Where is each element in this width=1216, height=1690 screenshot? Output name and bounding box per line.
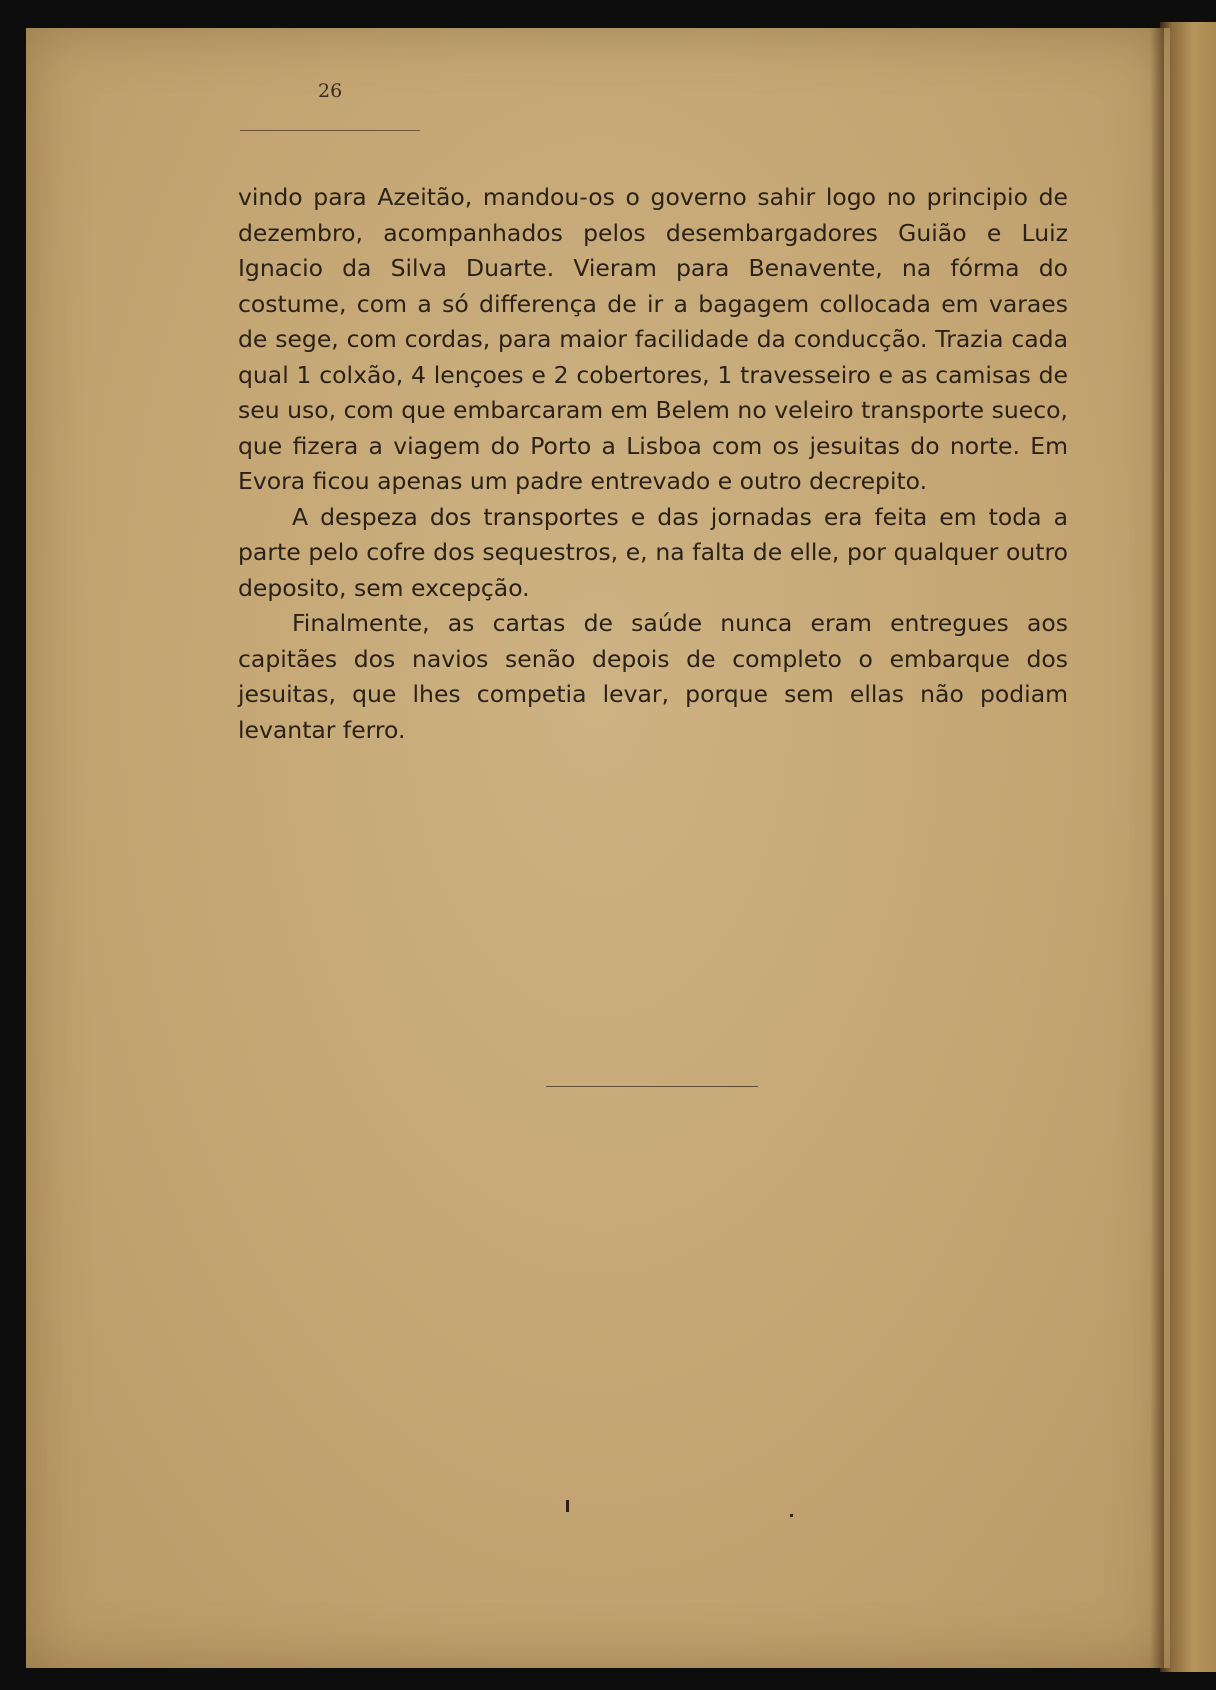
ink-speck xyxy=(790,1514,793,1517)
paragraph-2: A despeza dos transportes e das jornadas era feita em toda a parte pelo cofre dos sequestros, e, na falta de elle, por qualquer outro deposito, sem excepção. xyxy=(238,502,1068,602)
section-end-rule xyxy=(546,1086,758,1087)
page-fold-shadow xyxy=(1150,28,1164,1668)
ink-speck xyxy=(566,1500,569,1512)
paragraph-1: vindo para Azeitão, mandou-os o governo sahir logo no principio de dezembro, acompanhados pelos desembargadores Guião e Luiz Ignacio da Silva Duarte. Vieram para Benavente, na fórma do costume, com a só differença de ir a bagagem collocada em varaes de sege, com cordas, para maior facilidade da conducção. Trazia cada qual 1 colxão, 4 lençoes e 2 cobertores, 1 travesseiro e as camisas de seu uso, com que embarcaram em Belem no veleiro transporte sueco, que fizera a viagem do Porto a Lisboa com os jesuitas do norte. Em Evora ficou apenas um padre entrevado e outro decrepito. xyxy=(238,183,1068,495)
body-text xyxy=(238,180,1068,748)
page-number: 26 xyxy=(318,80,343,102)
paragraph-3: Finalmente, as cartas de saúde nunca eram entregues aos capitães dos navios senão depois de completo o embarque dos jesuitas, que lhes competia levar, porque sem ellas não podiam levantar ferro. xyxy=(238,609,1068,744)
header-rule xyxy=(240,130,420,131)
